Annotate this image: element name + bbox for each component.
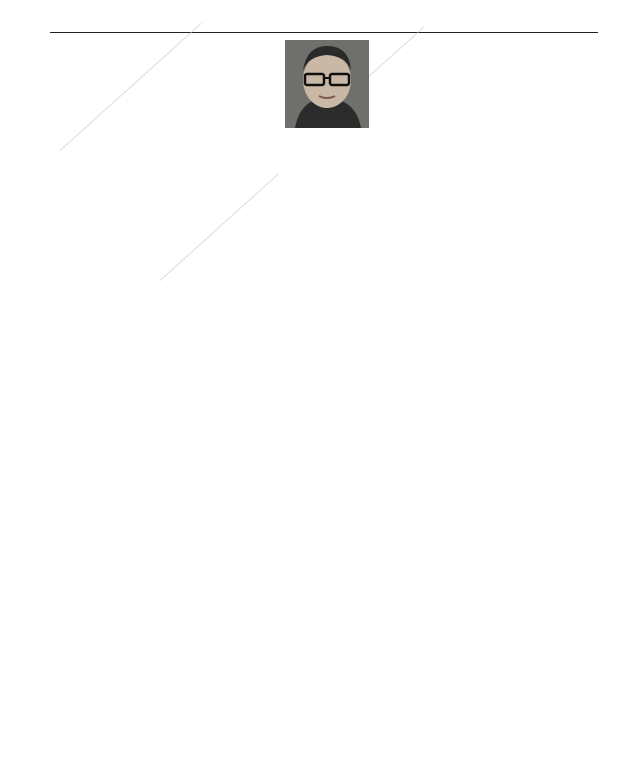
author-photo xyxy=(285,40,369,128)
watermark-line xyxy=(60,23,202,151)
watermark-line xyxy=(160,173,280,281)
author-portrait-icon xyxy=(285,40,369,128)
header-rule xyxy=(50,32,598,33)
drop-cap xyxy=(54,56,74,84)
